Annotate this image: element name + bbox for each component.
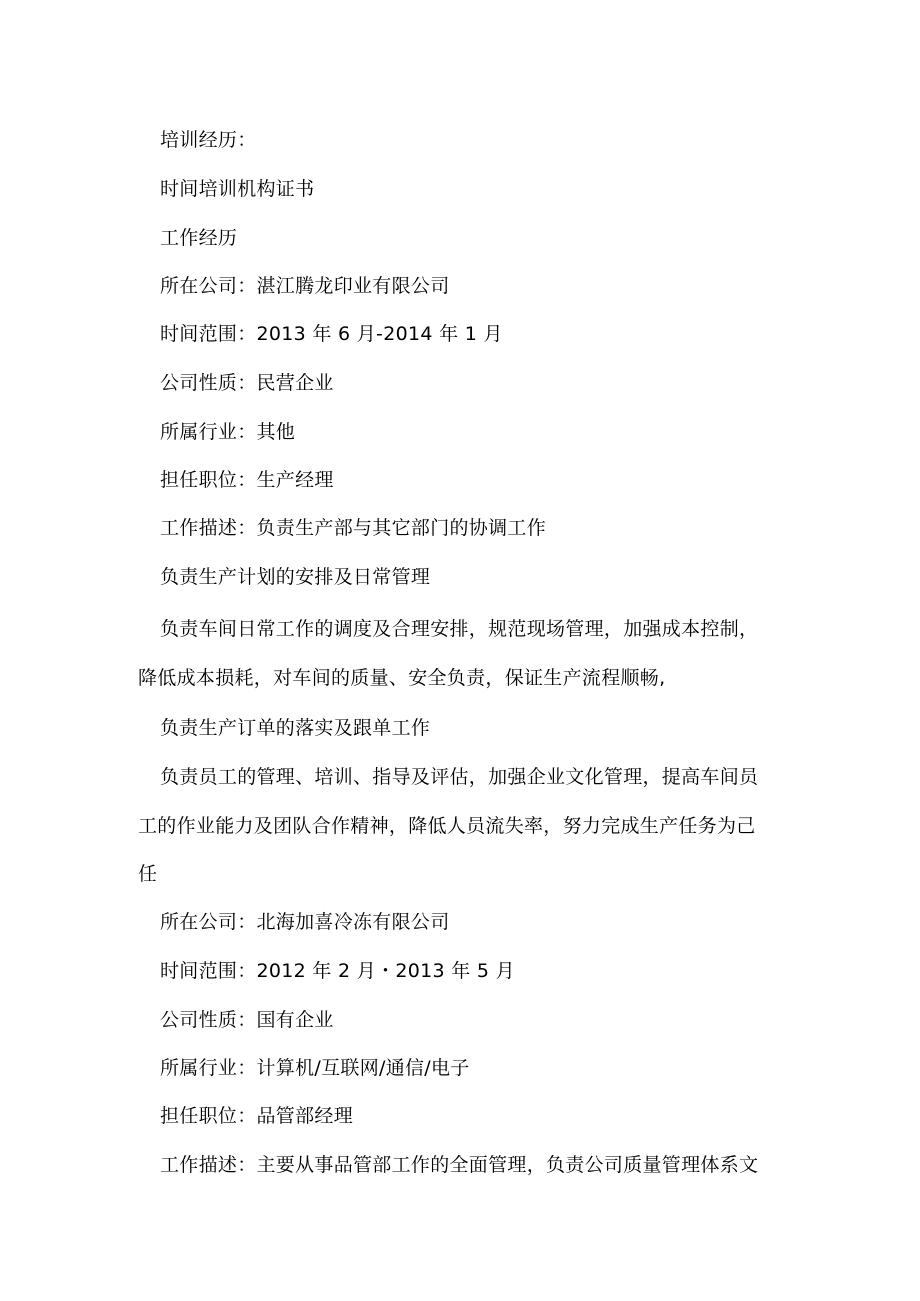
company-1-name: 所在公司：湛江腾龙印业有限公司 (160, 275, 450, 297)
training-history-heading: 培训经历： (160, 129, 257, 151)
description-paragraph-line: 降低成本损耗，对车间的质量、安全负责，保证生产流程顺畅, (138, 667, 666, 689)
company-1-type: 公司性质：民营企业 (160, 372, 334, 394)
company-1-industry: 所属行业：其他 (160, 421, 296, 443)
company-2-name: 所在公司：北海加喜冷冻有限公司 (160, 911, 450, 933)
description-paragraph-line: 负责生产计划的安排及日常管理 (160, 566, 431, 588)
company-1-position: 担任职位：生产经理 (160, 469, 334, 491)
description-paragraph-line: 任 (138, 863, 158, 885)
company-2-description: 工作描述：主要从事品管部工作的全面管理，负责公司质量管理体系文 (160, 1154, 759, 1176)
company-1-description: 工作描述：负责生产部与其它部门的协调工作 (160, 517, 547, 539)
company-2-industry: 所属行业：计算机/互联网/通信/电子 (160, 1057, 470, 1079)
company-2-period: 时间范围：2012 年 2 月・2013 年 5 月 (160, 960, 515, 982)
company-2-position: 担任职位：品管部经理 (160, 1105, 354, 1127)
description-paragraph-line: 负责员工的管理、培训、指导及评估，加强企业文化管理，提高车间员 (160, 766, 759, 788)
work-history-heading: 工作经历 (160, 227, 238, 249)
training-columns-line: 时间培训机构证书 (160, 178, 315, 200)
description-paragraph-line: 负责生产订单的落实及跟单工作 (160, 717, 431, 739)
company-1-period: 时间范围：2013 年 6 月-2014 年 1 月 (160, 323, 503, 345)
company-2-type: 公司性质：国有企业 (160, 1009, 334, 1031)
description-paragraph-line: 工的作业能力及团队合作精神，降低人员流失率，努力完成生产任务为己 (138, 815, 756, 837)
description-paragraph-line: 负责车间日常工作的调度及合理安排，规范现场管理，加强成本控制， (160, 618, 759, 640)
